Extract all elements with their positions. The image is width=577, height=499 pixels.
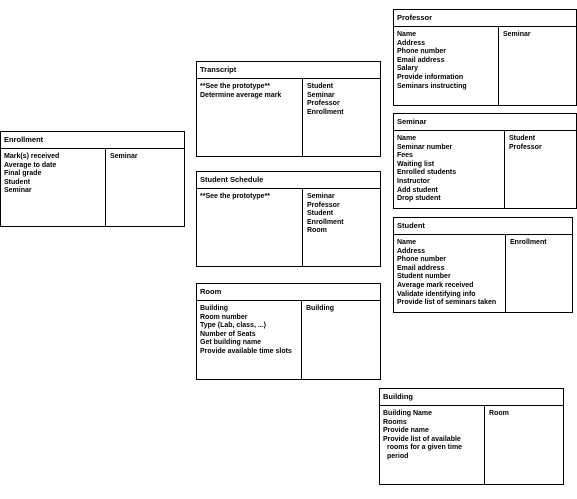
responsibility: Fees (397, 152, 413, 160)
crc-card-student-schedule (196, 171, 381, 267)
responsibility: Drop student (397, 195, 441, 203)
card-body (394, 131, 576, 208)
responsibility: Building (200, 305, 228, 312)
collaborators (506, 235, 572, 312)
responsibility: **See the prototype** (200, 193, 271, 200)
responsibility: Address (397, 247, 426, 255)
card-body (394, 235, 572, 312)
responsibility: Mark(s) received (4, 153, 60, 160)
responsibility: Phone number (397, 256, 447, 264)
responsibility: Final grade (4, 170, 42, 178)
card-title: Enrollment (1, 132, 184, 149)
collaborator: Professor (509, 143, 542, 151)
crc-card-student (393, 217, 573, 313)
responsibility: Average to date (4, 161, 57, 169)
collaborator: Building (306, 305, 334, 312)
responsibility: Address (397, 39, 426, 47)
responsibilities (394, 131, 505, 208)
collaborator: Student (307, 83, 334, 90)
crc-card-seminar (393, 113, 577, 209)
card-body (197, 189, 380, 266)
card-title: Student Schedule (197, 172, 380, 189)
collaborators (499, 27, 576, 105)
responsibility: Type (Lab, class, ...) (200, 322, 267, 330)
responsibilities (197, 79, 303, 156)
responsibility: **See the prototype** (200, 83, 271, 90)
collaborator: Professor (307, 201, 340, 209)
collaborators (303, 189, 380, 266)
responsibility: rooms for a given time (387, 444, 463, 452)
responsibility: Provide available time slots (200, 347, 292, 355)
responsibility: Building Name (383, 410, 433, 417)
card-body (380, 406, 563, 484)
responsibility: Add student (397, 186, 438, 194)
responsibility: Provide name (383, 427, 429, 435)
responsibility: Email address (397, 264, 445, 272)
responsibility: Average mark received (397, 281, 474, 289)
responsibility: Enrolled students (397, 169, 457, 177)
responsibility: Validate identifying info (397, 290, 476, 298)
collaborator: Seminar (110, 153, 138, 160)
collaborator: Enrollment (307, 108, 344, 116)
responsibility: Phone number (397, 48, 447, 56)
responsibility: Student number (397, 273, 451, 281)
responsibilities (394, 235, 506, 312)
collaborators (505, 131, 576, 208)
card-title: Student (394, 218, 572, 235)
crc-card-professor (393, 9, 577, 106)
responsibility: Provide list of available (383, 435, 461, 443)
card-body (1, 149, 184, 226)
responsibility: Rooms (383, 418, 407, 426)
card-title: Professor (394, 10, 576, 27)
crc-card-enrollment (0, 131, 185, 227)
responsibility: Number of Seats (200, 330, 256, 338)
collaborators (303, 79, 380, 156)
responsibilities (380, 406, 485, 484)
collaborator: Room (307, 227, 327, 235)
crc-card-transcript (196, 61, 381, 157)
collaborator: Enrollment (307, 218, 344, 226)
responsibility: Name (397, 239, 417, 246)
responsibility: Instructor (397, 177, 430, 185)
collaborators (485, 406, 563, 484)
responsibilities (197, 301, 302, 379)
responsibility: period (387, 452, 409, 460)
responsibility: Room number (200, 313, 248, 321)
collaborator: Seminar (307, 193, 335, 200)
collaborator: Seminar (307, 91, 335, 99)
collaborator: Professor (307, 100, 340, 108)
collaborators (302, 301, 380, 379)
collaborator: Room (489, 410, 509, 417)
collaborators (106, 149, 184, 226)
responsibilities (394, 27, 499, 105)
card-body (394, 27, 576, 105)
responsibility: Waiting list (397, 160, 435, 168)
card-body (197, 79, 380, 156)
responsibility: Name (397, 135, 417, 142)
crc-card-building (379, 388, 564, 485)
card-title: Room (197, 284, 380, 301)
collaborator: Enrollment (510, 239, 547, 246)
card-body (197, 301, 380, 379)
collaborator: Student (307, 210, 334, 218)
card-title: Transcript (197, 62, 380, 79)
responsibility: Provide information (397, 73, 464, 81)
responsibilities (1, 149, 106, 226)
responsibility: Email address (397, 56, 445, 64)
responsibility: Salary (397, 65, 419, 73)
collaborator: Student (509, 135, 536, 142)
responsibility: Seminar number (397, 143, 453, 151)
responsibility: Get building name (200, 339, 262, 347)
responsibilities (197, 189, 303, 266)
responsibility: Seminars instructing (397, 82, 467, 90)
card-title: Building (380, 389, 563, 406)
responsibility: Seminar (4, 187, 32, 195)
responsibility: Name (397, 31, 417, 38)
crc-card-room (196, 283, 381, 380)
collaborator: Seminar (503, 31, 531, 38)
card-title: Seminar (394, 114, 576, 131)
responsibility: Determine average mark (200, 91, 282, 99)
responsibility: Student (4, 178, 31, 186)
responsibility: Provide list of seminars taken (397, 299, 497, 307)
